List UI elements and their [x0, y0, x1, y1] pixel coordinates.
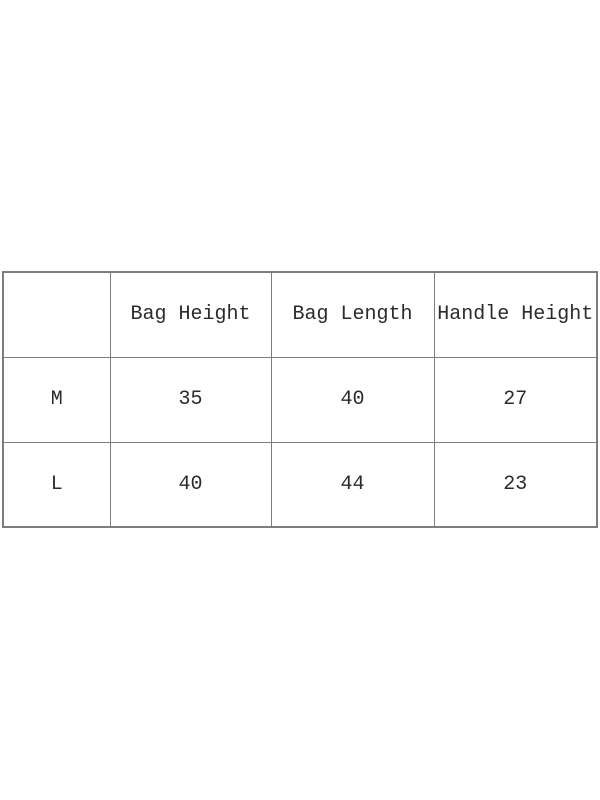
cell-l-bag-height: 40 [110, 442, 271, 527]
size-chart-table [2, 271, 598, 528]
row-label-size-m: M [3, 357, 110, 442]
column-header-bag-height: Bag Height [110, 272, 271, 357]
cell-m-handle-height: 27 [434, 357, 597, 442]
table-row-size-m [3, 357, 597, 442]
table-row-size-l [3, 442, 597, 527]
cell-l-bag-length: 44 [271, 442, 434, 527]
row-label-size-l: L [3, 442, 110, 527]
cell-m-bag-height: 35 [110, 357, 271, 442]
cell-m-bag-length: 40 [271, 357, 434, 442]
column-header-handle-height: Handle Height [434, 272, 597, 357]
cell-l-handle-height: 23 [434, 442, 597, 527]
table-header-row [3, 272, 597, 357]
corner-header-cell [3, 272, 110, 357]
column-header-bag-length: Bag Length [271, 272, 434, 357]
